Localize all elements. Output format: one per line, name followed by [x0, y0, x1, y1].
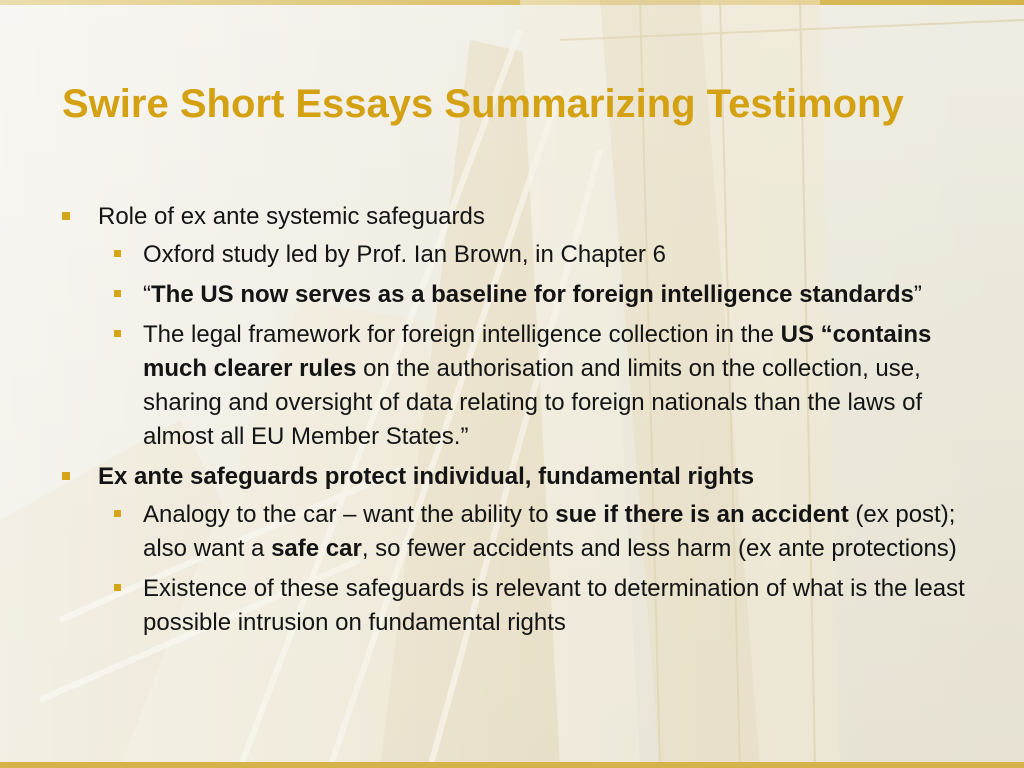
slide-body [60, 200, 980, 646]
square-bullet-icon [114, 510, 121, 517]
sub-bullet-item [143, 318, 980, 454]
bold-text: sue if there is an accident [555, 501, 849, 528]
square-bullet-icon [62, 472, 70, 480]
sub-bullet-text-part: Analogy to the car – want the ability to [143, 501, 556, 528]
sub-bullet-item [143, 238, 980, 272]
sub-bullet-item [143, 572, 980, 640]
square-bullet-icon [114, 330, 121, 337]
sub-bullet-text-part: on the authorisation and limits on the collection, use, sharing and oversight of data relating to foreign nationals than the laws of almost all EU Member States.” [143, 355, 923, 450]
sub-bullet-text: Existence of these safeguards is relevant to determination of what is the least possible intrusion on fundamental rights [143, 575, 965, 636]
sub-bullet-item [143, 278, 980, 312]
open-quote: “ [143, 281, 151, 308]
sub-bullet-text: Oxford study led by Prof. Ian Brown, in Chapter 6 [143, 241, 666, 268]
square-bullet-icon [114, 290, 121, 297]
bottom-accent-rule [0, 762, 1024, 768]
bullet-item [60, 200, 980, 234]
bullet-item [60, 460, 980, 494]
sub-bullet-text-part: , so fewer accidents and less harm (ex ante protections) [361, 535, 957, 562]
close-quote: ” [913, 281, 922, 308]
bullet-text: Role of ex ante systemic safeguards [98, 203, 485, 230]
slide-title: Swire Short Essays Summarizing Testimony [62, 82, 904, 126]
sub-bullet-text-part: The legal framework for foreign intelligence collection in the [143, 321, 781, 348]
square-bullet-icon [62, 212, 70, 220]
sub-bullet-text-part: (ex post); also want a [143, 501, 956, 562]
sub-bullet-item [143, 498, 980, 566]
bold-quote-text: The US now serves as a baseline for foreign intelligence standards [151, 281, 914, 308]
bold-text: safe car [271, 535, 362, 562]
square-bullet-icon [114, 250, 121, 257]
bold-text: US “contains much clearer rules [143, 321, 932, 382]
bold-bullet-text: Ex ante safeguards protect individual, fundamental rights [98, 463, 755, 490]
square-bullet-icon [114, 584, 121, 591]
